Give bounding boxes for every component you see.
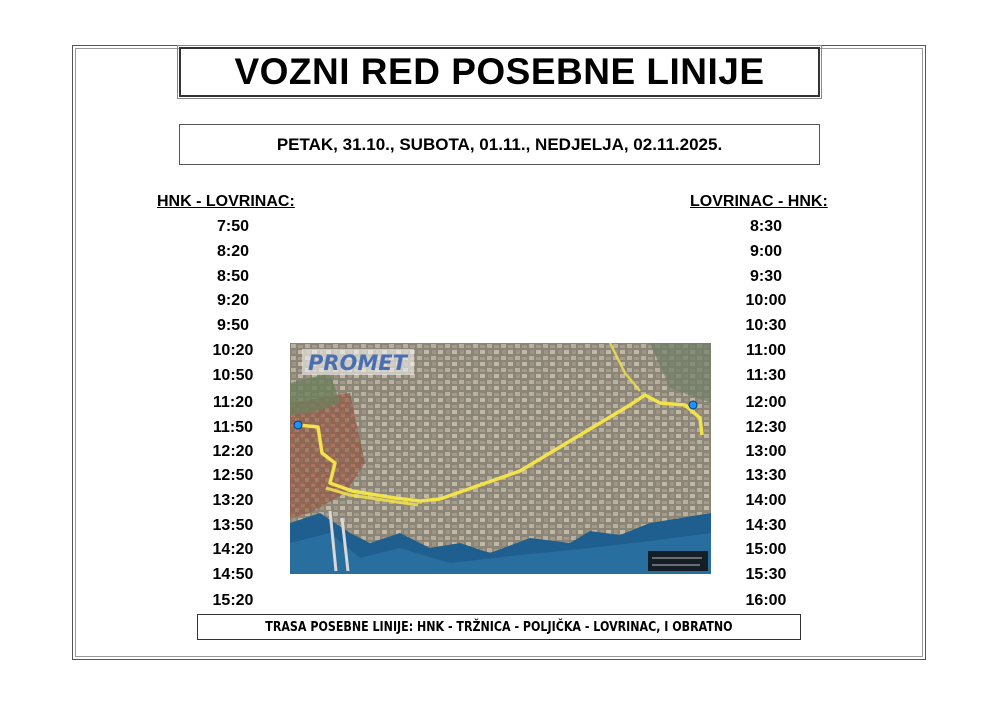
time-entry: 11:00 xyxy=(745,342,787,359)
lovrinac-marker xyxy=(689,401,697,409)
time-entry: 14:30 xyxy=(745,517,787,534)
time-entry: 10:50 xyxy=(212,367,254,384)
time-entry: 13:00 xyxy=(745,443,787,460)
hnk-marker xyxy=(294,421,302,429)
time-entry: 9:30 xyxy=(749,268,783,285)
time-entry: 12:20 xyxy=(212,443,254,460)
time-entry: 13:30 xyxy=(745,467,787,484)
time-entry: 8:30 xyxy=(749,218,783,235)
map-legend-box xyxy=(648,551,708,571)
route-map-image xyxy=(290,343,711,574)
time-entry: 9:20 xyxy=(216,292,250,309)
time-entry: 12:50 xyxy=(212,467,254,484)
route-note-box xyxy=(197,614,801,640)
route-map xyxy=(290,343,711,574)
promet-logo: PROMET xyxy=(308,351,407,375)
time-entry: 16:00 xyxy=(745,592,787,609)
time-entry: 13:50 xyxy=(212,517,254,534)
time-entry: 7:50 xyxy=(216,218,250,235)
time-entry: 11:50 xyxy=(212,419,254,436)
page-title: VOZNI RED POSEBNE LINIJE xyxy=(234,51,765,92)
time-entry: 9:50 xyxy=(216,317,250,334)
time-entry: 14:00 xyxy=(745,492,787,509)
time-entry: 15:00 xyxy=(745,541,787,558)
time-entry: 10:00 xyxy=(745,292,787,309)
time-entry: 9:00 xyxy=(749,243,783,260)
time-entry: 11:20 xyxy=(212,394,254,411)
time-entry: 12:00 xyxy=(745,394,787,411)
date-box xyxy=(179,124,820,165)
time-entry: 12:30 xyxy=(745,419,787,436)
left-column-heading: HNK - LOVRINAC: xyxy=(157,193,295,210)
time-entry: 13:20 xyxy=(212,492,254,509)
date-line: PETAK, 31.10., SUBOTA, 01.11., NEDJELJA, 02.11.2025. xyxy=(276,134,723,154)
right-column-heading: LOVRINAC - HNK: xyxy=(690,193,828,210)
route-note: TRASA POSEBNE LINIJE: HNK - TRŽNICA - POLJIČKA - LOVRINAC, I OBRATNO xyxy=(265,619,733,635)
time-entry: 10:30 xyxy=(745,317,787,334)
time-entry: 11:30 xyxy=(745,367,787,384)
time-entry: 14:50 xyxy=(212,566,254,583)
time-entry: 14:20 xyxy=(212,541,254,558)
time-entry: 10:20 xyxy=(212,342,254,359)
time-entry: 15:30 xyxy=(745,566,787,583)
time-entry: 15:20 xyxy=(212,592,254,609)
title-box xyxy=(179,47,820,97)
time-entry: 8:20 xyxy=(216,243,250,260)
time-entry: 8:50 xyxy=(216,268,250,285)
